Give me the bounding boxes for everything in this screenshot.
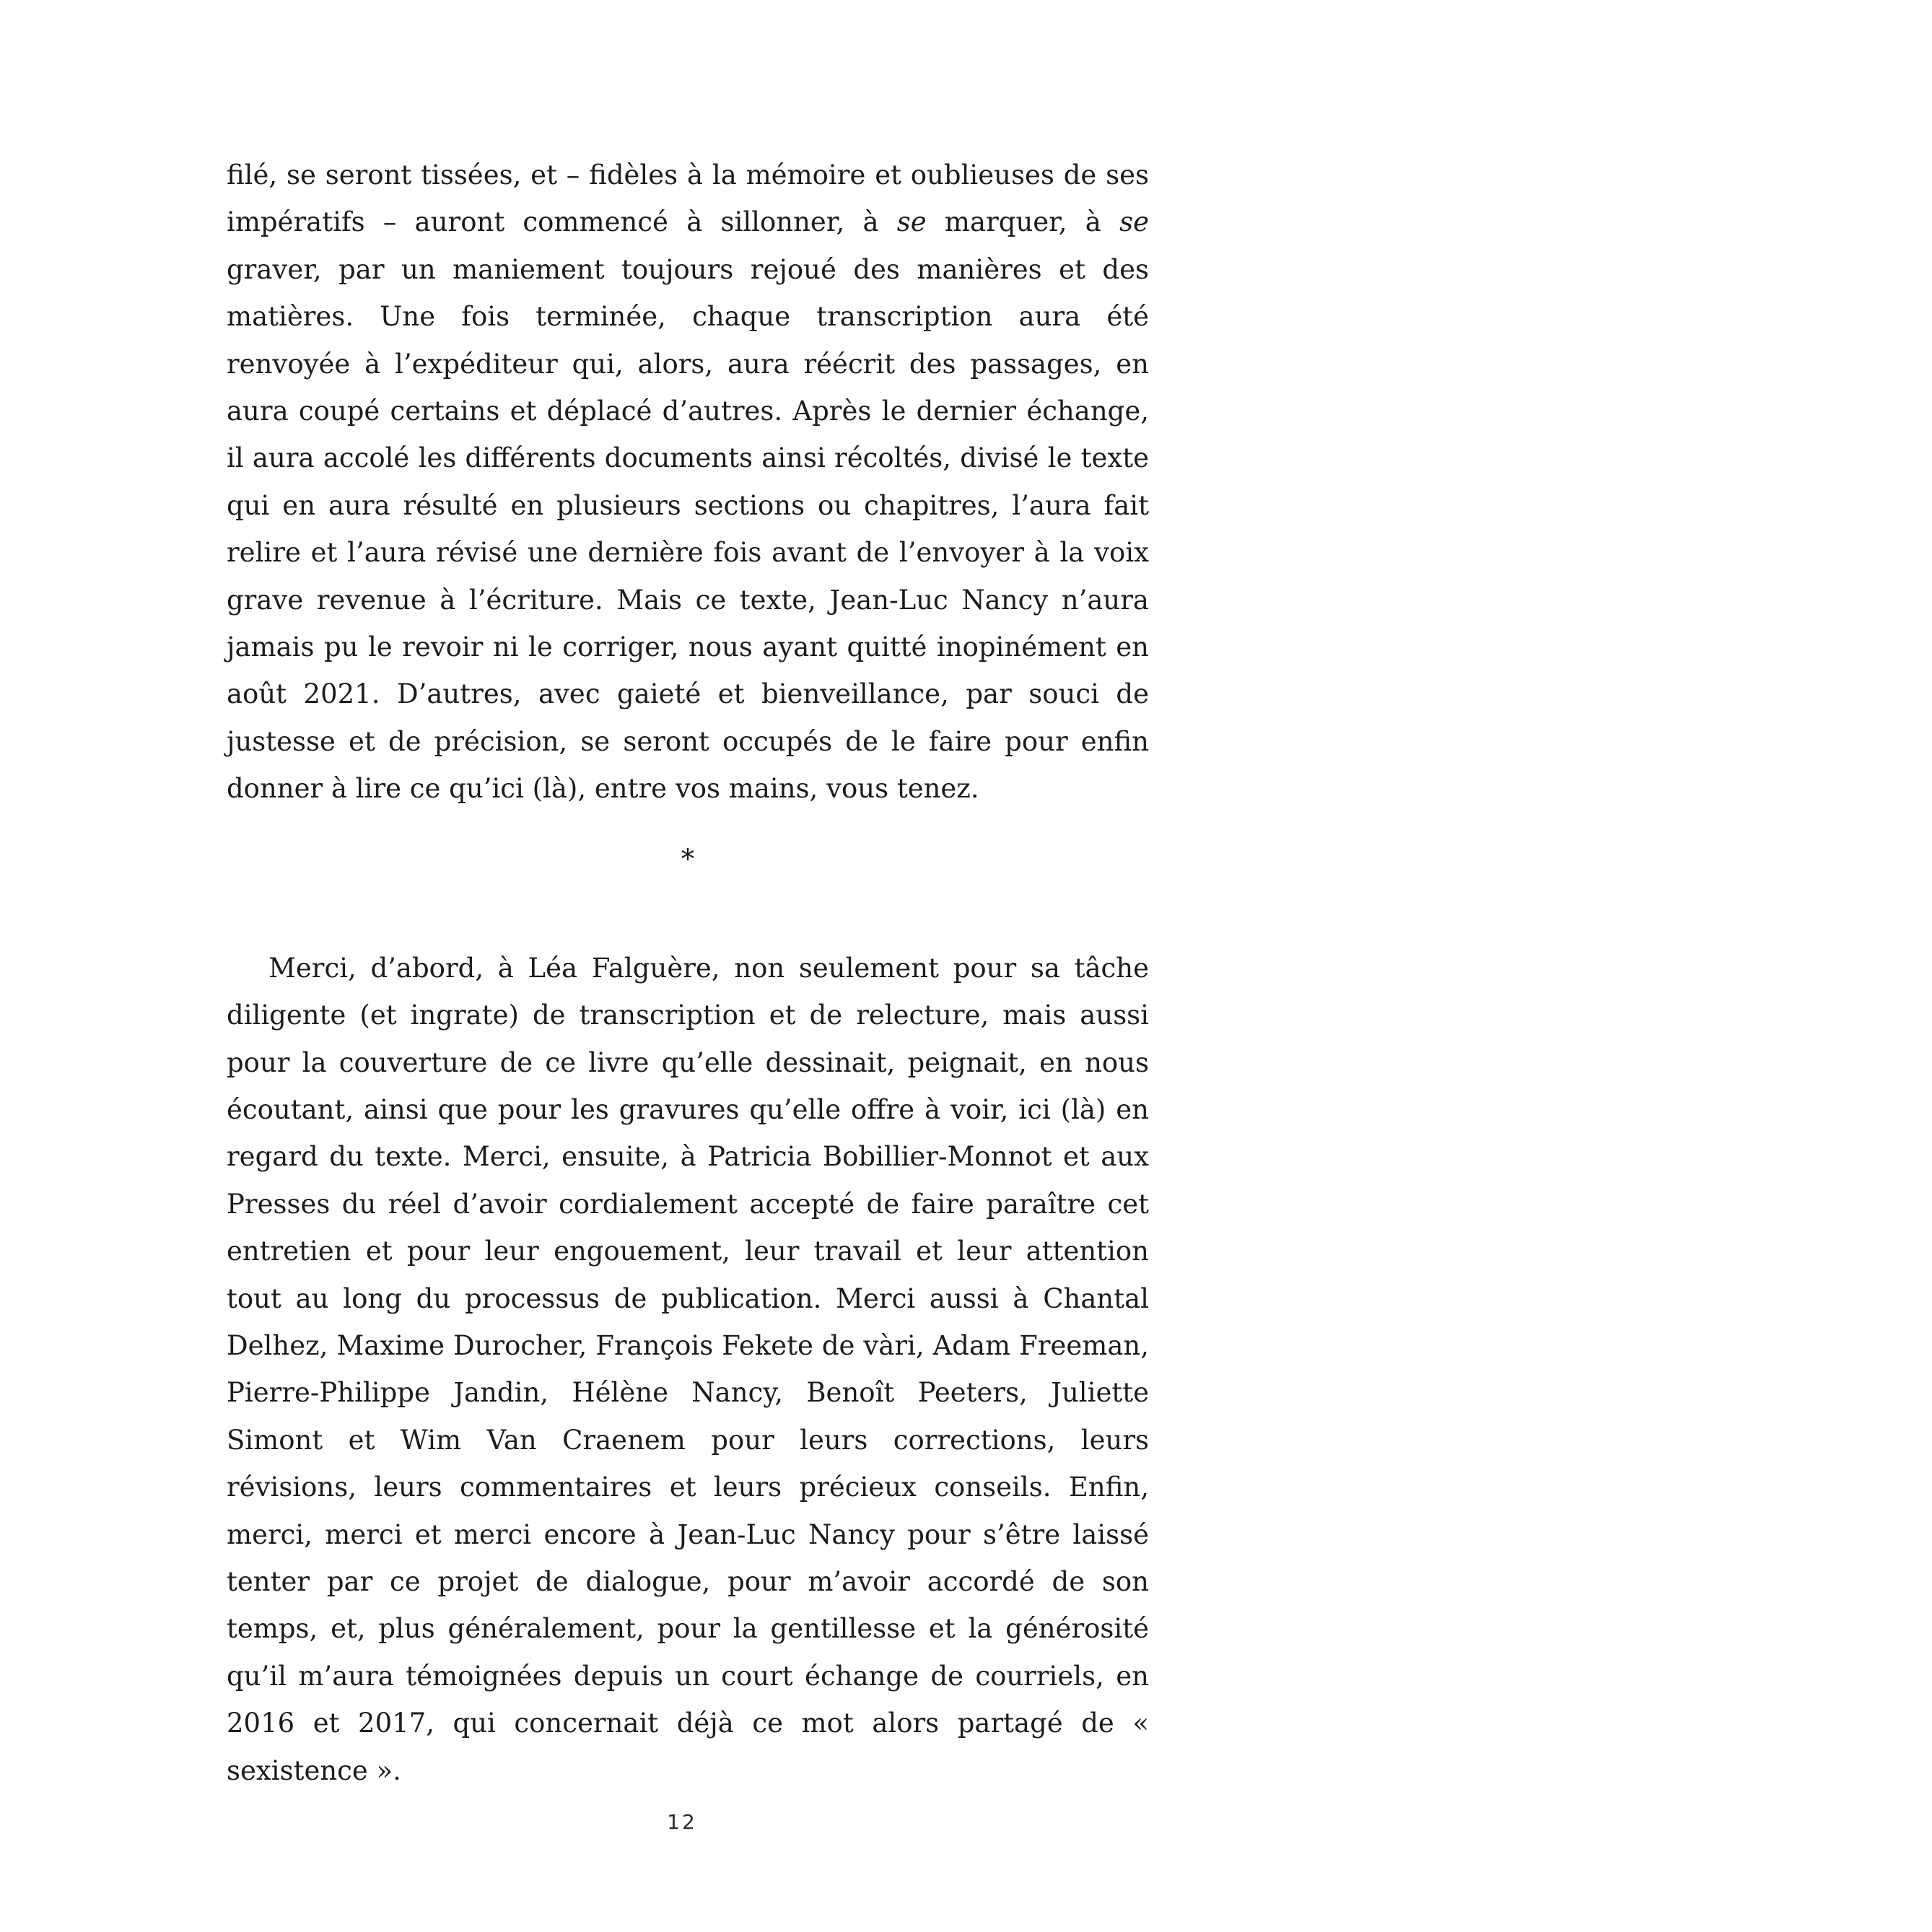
text-column	[227, 152, 1149, 1794]
paragraph-1-part-b: marquer, à	[926, 206, 1120, 238]
page-number: 12	[667, 1810, 697, 1834]
italic-se-1: se	[896, 206, 927, 238]
italic-se-2: se	[1119, 206, 1150, 238]
acknowledgements-paragraph: Merci, d’abord, à Léa Falguère, non seulement pour sa tâche diligente (et ingrate) de transcription et de relecture, mais aussi pour la couverture de ce livre qu’elle dessinait, peignait, en nous écoutant, ainsi que pour les gravures qu’elle offre à voir, ici (là) en regard du texte. Merci, ensuite, à Patricia Bobillier-Monnot et aux Presses du réel d’avoir cordialement accepté de faire paraître cet entretien et pour leur engouement, leur travail et leur attention tout au long du processus de publication. Merci aussi à Chantal Delhez, Maxime Durocher, François Fekete de vàri, Adam Freeman, Pierre-Philippe Jandin, Hélène Nancy, Benoît Peeters, Juliette Simont et Wim Van Craenem pour leurs corrections, leurs révisions, leurs commentaires et leurs précieux conseils. Enfin, merci, merci et merci encore à Jean-Luc Nancy pour s’être laissé tenter par ce projet de dialogue, pour m’avoir accordé de son temps, et, plus généralement, pour la gentillesse et la générosité qu’il m’aura témoignées depuis un court échange de courriels, en 2016 et 2017, qui concernait déjà ce mot alors partagé de « sexistence ».	[227, 952, 1149, 1786]
paragraph-1-part-a: filé, se seront tissées, et – fidèles à la mémoire et oublieuses de ses impératifs – auront commencé à sillonner, à	[227, 159, 1149, 238]
section-separator: *	[681, 843, 695, 875]
continued-paragraph	[227, 152, 1149, 813]
paragraph-1-part-c: graver, par un maniement toujours rejoué des manières et des matières. Une fois terminée, chaque transcription aura été renvoyée à l’expéditeur qui, alors, aura réécrit des passages, en aura coupé certains et déplacé d’autres. Après le dernier échange, il aura accolé les différents documents ainsi récoltés, divisé le texte qui en aura résulté en plusieurs sections ou chapitres, l’aura fait relire et l’aura révisé une dernière fois avant de l’envoyer à la voix grave revenue à l’écriture. Mais ce texte, Jean-Luc Nancy n’aura jamais pu le revoir ni le corriger, nous ayant quitté inopinément en août 2021. D’autres, avec gaieté et bienveillance, par souci de justesse et de précision, se seront occupés de le faire pour enfin donner à lire ce qu’ici (là), entre vos mains, vous tenez.	[227, 253, 1149, 805]
